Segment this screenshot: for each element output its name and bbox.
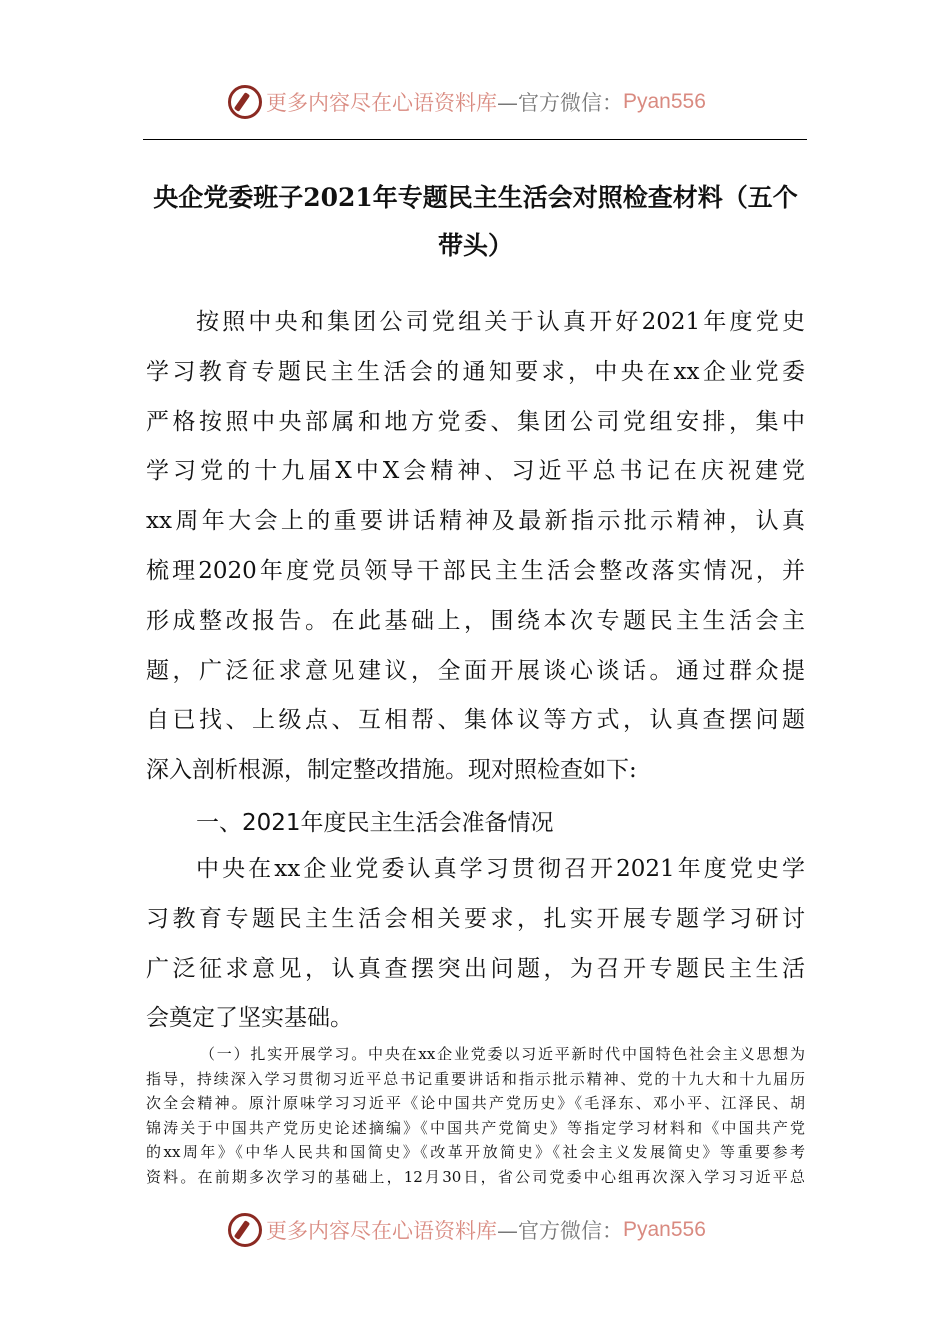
watermark-id: Pyan556: [623, 1218, 706, 1241]
watermark-text: 更多内容尽在心语资料库: [266, 1219, 497, 1243]
para1-line: 梳理2020年度党员领导干部民主生活会整改落实情况，并: [146, 558, 805, 584]
para1-line: 形成整改报告。在此基础上，围绕本次专题民主生活会主: [146, 607, 805, 634]
para3-line: 次全会精神。原汁原味学习习近平《论中国共产党历史》《毛泽东、邓小平、江泽民、胡: [146, 1094, 805, 1113]
para1-line: 学习教育专题民主生活会的通知要求，中央在xx企业党委: [146, 358, 805, 385]
pen-logo-icon: [228, 1213, 262, 1247]
para2-line: 广泛征求意见，认真查摆突出问题，为召开专题民主生活: [146, 955, 805, 982]
para1-line: 学习党的十九届X中X会精神、习近平总书记在庆祝建党: [146, 458, 805, 485]
para3-line: 指导，持续深入学习贯彻习近平总书记重要讲话和指示批示精神、党的十九大和十九届历: [146, 1069, 805, 1088]
watermark-header: [228, 82, 706, 122]
header-divider: [143, 139, 807, 140]
para1-line: 自已找、上级点、互相帮、集体议等方式，认真查摆问题: [146, 707, 805, 734]
para1-line: 按照中央和集团公司党组关于认真开好2021年度党史: [196, 309, 805, 335]
para3-line: 锦涛关于中国共产党历史论述摘编》《中国共产党简史》等指定学习材料和《中国共产党: [146, 1118, 805, 1137]
watermark-id: Pyan556: [623, 90, 706, 113]
para3-line: 的xx周年》《中华人民共和国简史》《改革开放简史》《社会主义发展简史》等重要参考: [146, 1143, 805, 1162]
document-title-line1: 央企党委班子2021年专题民主生活会对照检查材料（五个: [153, 183, 798, 212]
para2-line: 会奠定了坚实基础。: [146, 1005, 353, 1032]
para2-line: 习教育专题民主生活会相关要求，扎实开展专题学习研讨: [146, 905, 805, 932]
para1-line: 深入剖析根源，制定整改措施。现对照检查如下:: [146, 757, 637, 784]
document-title-line2: 带头）: [437, 231, 513, 260]
para2-line: 中央在xx企业党委认真学习贯彻召开2021年度党史学: [196, 856, 805, 882]
para1-line: 题，广泛征求意见建议，全面开展谈心谈话。通过群众提: [146, 657, 805, 684]
watermark-dash: —官方微信：: [497, 1219, 623, 1243]
pen-logo-icon: [228, 85, 262, 119]
watermark-text: 更多内容尽在心语资料库: [266, 91, 497, 115]
para1-line: 严格按照中央部属和地方党委、集团公司党组安排，集中: [146, 408, 805, 435]
para3-line: 资料。在前期多次学习的基础上，12月30日，省公司党委中心组再次深入学习习近平总: [146, 1168, 805, 1186]
section-heading: 一、2021年度民主生活会准备情况: [196, 810, 554, 836]
para1-line: xx周年大会上的重要讲话精神及最新指示批示精神，认真: [146, 508, 805, 535]
para3-line: （一）扎实开展学习。中央在xx企业党委以习近平新时代中国特色社会主义思想为: [200, 1045, 805, 1063]
watermark-footer: [228, 1210, 706, 1250]
watermark-dash: —官方微信：: [497, 91, 623, 115]
